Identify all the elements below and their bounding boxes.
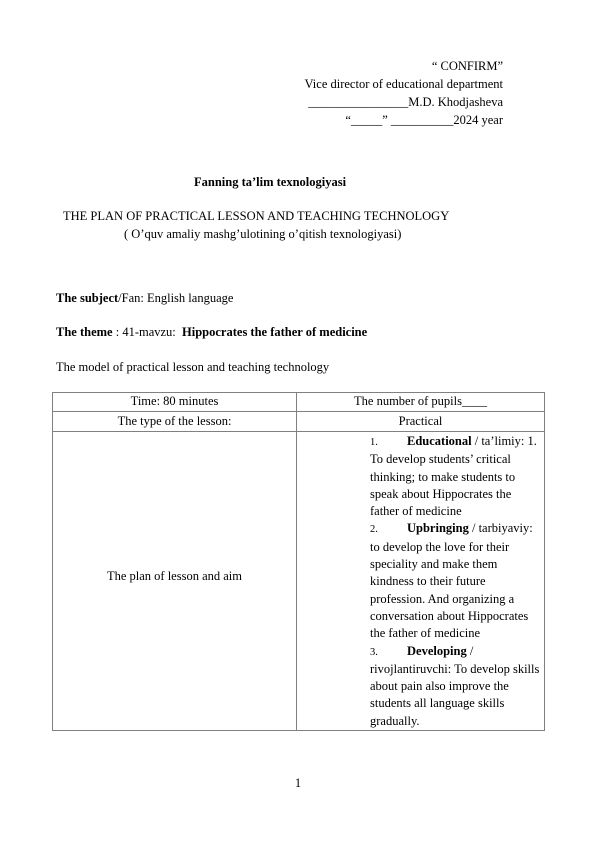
date-line: “_____” __________2024 year: [345, 113, 503, 127]
plan-title: THE PLAN OF PRACTICAL LESSON AND TEACHING TECHNOLOGY: [63, 209, 450, 223]
aim-developing: 3. Developing / rivojlantiruvchi: To develop skills about pain also improve the students all language skills gradually.: [370, 643, 540, 728]
approver-position: Vice director of educational department: [304, 77, 503, 91]
pupils-cell: The number of pupils____: [297, 393, 545, 412]
aims-cell: [297, 432, 545, 731]
subject-line: [56, 290, 233, 306]
plan-subtitle: ( O’quv amaliy mashg’ulotining o’qitish texnologiyasi): [124, 227, 402, 241]
subject-label: The subject: [56, 291, 119, 305]
lesson-plan-table: [52, 392, 545, 731]
aim-upbringing: 2. Upbringing / tarbiyaviy: to develop the love for their speciality and make them kindness to their future profession. And organizing a conversation about Hippocrates the father of medicine: [370, 521, 533, 641]
lesson-type-value: Practical: [297, 412, 545, 432]
subject-value: /Fan: English language: [118, 291, 234, 305]
theme-prefix: : 41-mavzu:: [112, 325, 183, 339]
subject-title: Fanning ta’lim texnologiyasi: [194, 175, 347, 189]
table-row: [53, 393, 545, 412]
theme-line: [56, 324, 367, 340]
confirm-heading: “ CONFIRM”: [431, 59, 503, 73]
page-number: 1: [294, 776, 302, 790]
theme-title: Hippocrates the father of medicine: [182, 325, 368, 339]
aim-educational: 1. Educational / ta’limiy: 1. To develop students’ critical thinking; to make students to speak about Hippocrates the father of medicine: [370, 434, 537, 519]
theme-label: The theme: [56, 325, 113, 339]
time-cell: Time: 80 minutes: [53, 393, 297, 412]
table-row: [53, 432, 545, 731]
model-text: The model of practical lesson and teaching technology: [56, 360, 330, 374]
table-row: [53, 412, 545, 432]
plan-label-cell: The plan of lesson and aim: [53, 432, 297, 731]
signature-line: ________________M.D. Khodjasheva: [308, 95, 503, 109]
lesson-type-label: The type of the lesson:: [53, 412, 297, 432]
